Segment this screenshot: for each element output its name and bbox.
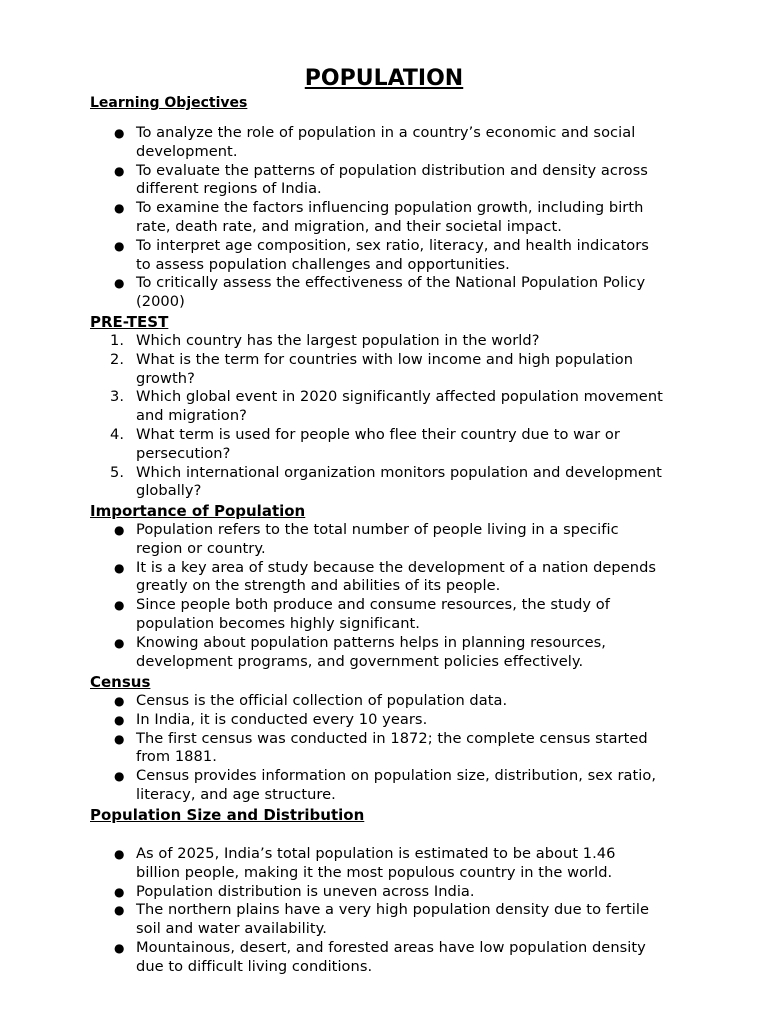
bullet-icon: ● <box>114 769 125 784</box>
bullet-icon: ● <box>114 712 125 727</box>
list-item: ● As of 2025, India’s total population is estimated to be about 1.46 billion people, making it the most populous country in the world. <box>114 845 616 881</box>
census-section <box>90 673 690 805</box>
size-distribution-heading: Population Size and Distribution <box>90 806 365 824</box>
bullet-icon: ● <box>114 940 125 955</box>
list-item: ● Knowing about population patterns helps in planning resources, development programs, and government policies effectively. <box>114 633 606 670</box>
list-item: ● Census provides information on population size, distribution, sex ratio, literacy, and age structure. <box>114 767 657 803</box>
list-item: ● To interpret age composition, sex ratio, literacy, and health indicators to assess population challenges and opportunities. <box>114 236 649 273</box>
list-item: 1. Which country has the largest population in the world? <box>110 332 540 349</box>
bullet-icon: ● <box>114 598 125 613</box>
list-item: ● In India, it is conducted every 10 years. <box>114 710 428 728</box>
bullet-icon: ● <box>114 884 125 899</box>
census-heading: Census <box>90 673 151 691</box>
bullet-icon: ● <box>114 560 125 575</box>
list-item: ● To analyze the role of population in a country’s economic and social development. <box>114 124 636 160</box>
list-item: ● It is a key area of study because the development of a nation depends greatly on the strength and abilities of its people. <box>114 558 657 595</box>
bullet-icon: ● <box>114 201 125 216</box>
list-item: ● Census is the official collection of population data. <box>114 692 508 709</box>
size-distribution-list <box>90 845 690 977</box>
pre-test-heading: PRE-TEST <box>90 313 169 331</box>
list-item: ● To critically assess the effectiveness of the National Population Policy (2000) <box>114 274 646 311</box>
document-title: POPULATION <box>304 66 464 91</box>
list-item: 5. Which international organization monitors population and development globally? <box>110 463 662 500</box>
list-item: ● Since people both produce and consume resources, the study of population becomes highly significant. <box>114 596 610 632</box>
pre-test-section <box>90 313 690 501</box>
census-list <box>90 692 690 805</box>
list-item: ● The first census was conducted in 1872; the complete census started from 1881. <box>114 729 648 766</box>
bullet-icon: ● <box>114 238 125 253</box>
list-item: ● Population distribution is uneven across India. <box>114 882 475 900</box>
bullet-icon: ● <box>114 163 125 178</box>
bullet-icon: ● <box>114 903 125 918</box>
bullet-icon: ● <box>114 694 125 708</box>
learning-objectives-section <box>90 94 690 312</box>
list-item: ● The northern plains have a very high population density due to fertile soil and water availability. <box>114 901 650 938</box>
bullet-icon: ● <box>114 523 125 537</box>
learning-objectives-list <box>90 124 690 312</box>
list-item: ● To examine the factors influencing population growth, including birth rate, death rate, and migration, and their societal impact. <box>114 199 644 235</box>
bullet-icon: ● <box>114 276 125 291</box>
bullet-icon: ● <box>114 126 125 140</box>
list-item: 2. What is the term for countries with low income and high population growth? <box>110 350 634 387</box>
importance-section <box>90 502 690 671</box>
importance-heading: Importance of Population <box>90 502 306 520</box>
pre-test-list <box>90 332 690 501</box>
list-item: ● Population refers to the total number of people living in a specific region or country. <box>114 521 619 557</box>
learning-objectives-heading: Learning Objectives <box>90 95 248 111</box>
bullet-icon: ● <box>114 635 125 650</box>
list-item: 4. What term is used for people who flee their country due to war or persecution? <box>110 425 620 462</box>
list-item: ● Mountainous, desert, and forested areas have low population density due to difficult living conditions. <box>114 938 646 975</box>
importance-list <box>90 521 690 671</box>
list-item: 3. Which global event in 2020 significantly affected population movement and migration? <box>110 388 663 425</box>
bullet-icon: ● <box>114 847 125 861</box>
size-distribution-section <box>90 806 690 977</box>
list-item: ● To evaluate the patterns of population distribution and density across different regions of India. <box>114 161 648 198</box>
bullet-icon: ● <box>114 731 125 746</box>
